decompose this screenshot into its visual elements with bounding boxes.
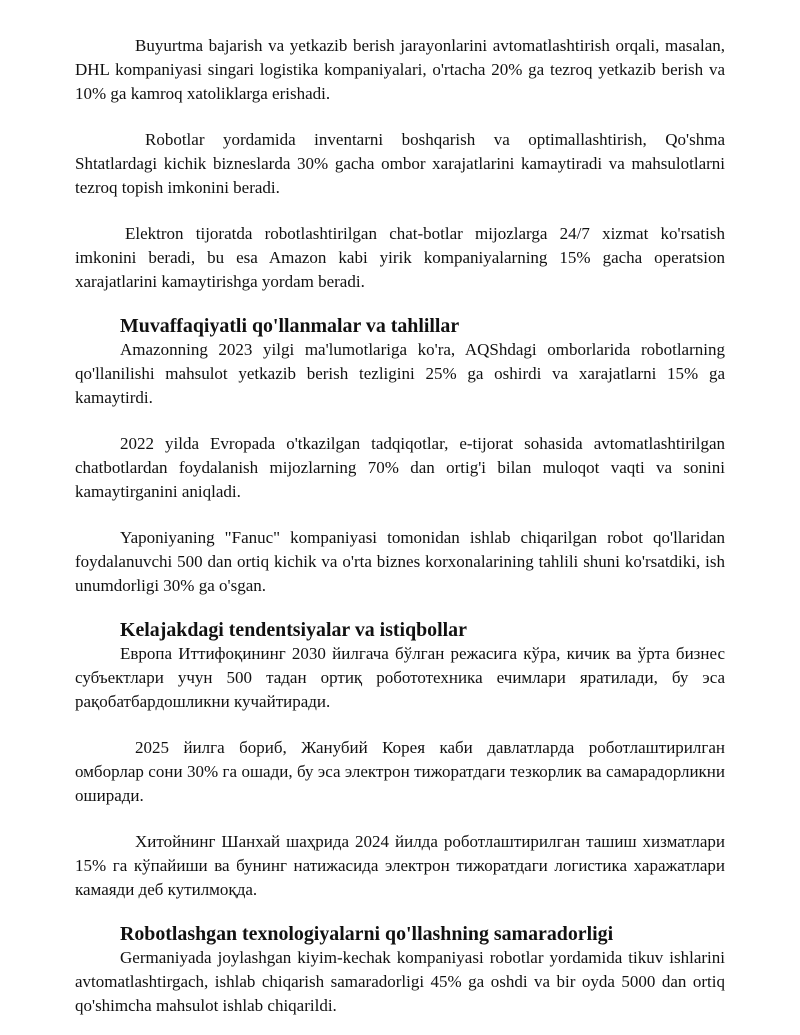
paragraph: 2022 yilda Evropada o'tkazilgan tadqiqotlar, e-tijorat sohasida avtomatlashtirilgan chatbotlardan foydalanish mijozlarning 70% dan ortig'i bilan muloqot vaqti va sonini kamaytirganini aniqladi. — [75, 434, 725, 501]
paragraph: Хитойнинг Шанхай шаҳрида 2024 йилда роботлаштирилган ташиш хизматлари 15% га кўпайиши ва бунинг натижасида электрон тижоратдаги логистика харажатлари камаяди деб кутилмоқда. — [75, 832, 725, 899]
section-heading: Muvaffaqiyatli qo'llanmalar va tahlillar — [120, 315, 460, 337]
paragraph: Germaniyada joylashgan kiyim-kechak kompaniyasi robotlar yordamida tikuv ishlarini avtomatlashtirgach, ishlab chiqarish samaradorligi 45% ga oshdi va bir oyda 5000 dan ortiq qo'shimcha mahsulot ishlab chiqarildi. — [75, 948, 725, 1015]
section-heading: Kelajakdagi tendentsiyalar va istiqbollar — [120, 619, 467, 641]
paragraph: Yaponiyaning "Fanuc" kompaniyasi tomonidan ishlab chiqarilgan robot qo'llaridan foydalanuvchi 500 dan ortiq kichik va o'rta biznes korxonalarining tahlili shuni ko'rsatdiki, ish unumdorligi 30% ga o'sgan. — [75, 528, 725, 595]
paragraph: Европа Иттифоқининг 2030 йилгача бўлган режасига кўра, кичик ва ўрта бизнес субъектлари учун 500 тадан ортиқ робототехника ечимлари яратилади, бу эса рақобатбардошликни кучайтиради. — [75, 644, 725, 711]
paragraph: Amazonning 2023 yilgi ma'lumotlariga ko'ra, AQShdagi omborlarida robotlarning qo'llanilishi mahsulot yetkazib berish tezligini 25% ga oshirdi va xarajatlarni 15% ga kamaytirdi. — [75, 340, 725, 407]
paragraph: Robotlar yordamida inventarni boshqarish va optimallashtirish, Qo'shma Shtatlardagi kichik bizneslarda 30% gacha ombor xarajatlarini kamaytiradi va mahsulotlarni tezroq topish imkonini beradi. — [75, 130, 725, 197]
paragraph: 2025 йилга бориб, Жанубий Корея каби давлатларда роботлаштирилган омборлар сони 30% га ошади, бу эса электрон тижоратдаги тезкорлик ва самарадорликни оширади. — [75, 738, 725, 805]
paragraph: Elektron tijoratda robotlashtirilgan chat-botlar mijozlarga 24/7 xizmat ko'rsatish imkonini beradi, bu esa Amazon kabi yirik kompaniyalarning 15% gacha operatsion xarajatlarini kamaytirishga yordam beradi. — [75, 224, 725, 291]
section-heading: Robotlashgan texnologiyalarni qo'llashning samaradorligi — [120, 923, 614, 945]
document-body — [75, 34, 725, 1018]
paragraph: Buyurtma bajarish va yetkazib berish jarayonlarini avtomatlashtirish orqali, masalan, DHL kompaniyasi singari logistika kompaniyalari, o'rtacha 20% ga tezroq yetkazib berish va 10% ga kamroq xatoliklarga erishadi. — [75, 36, 725, 103]
